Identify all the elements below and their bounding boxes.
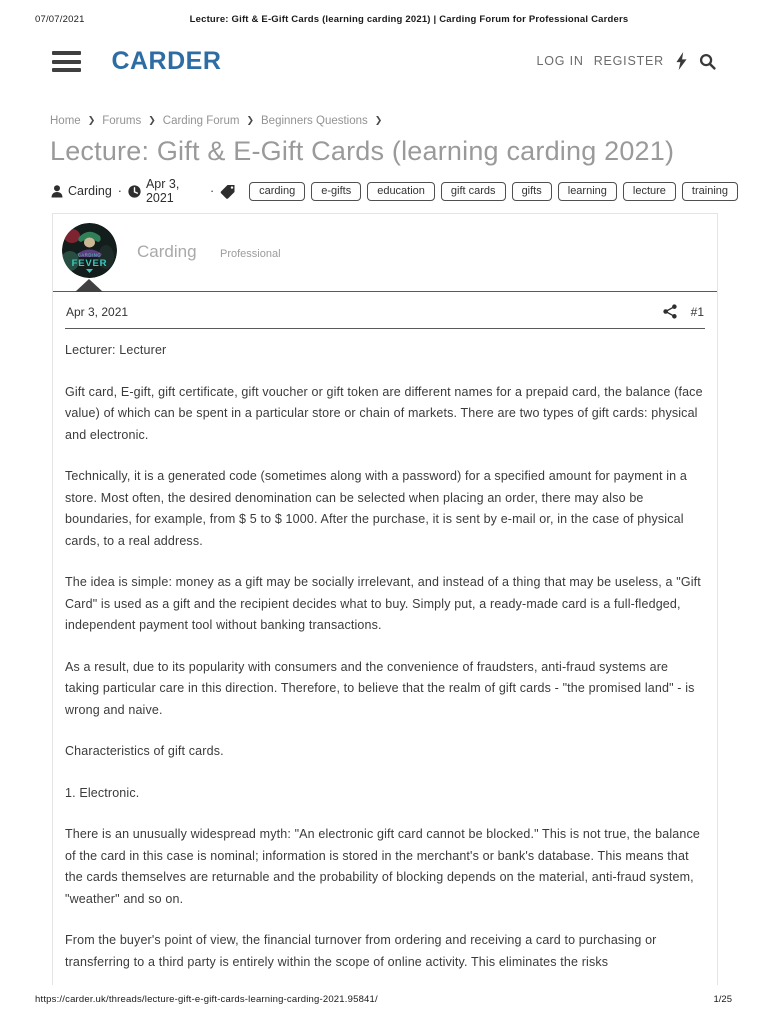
login-link[interactable]: LOG IN	[536, 54, 584, 68]
print-url: https://carder.uk/threads/lecture-gift-e-gift-cards-learning-carding-2021.95841/	[35, 994, 378, 1005]
post-bar	[53, 292, 717, 328]
chevron-right-icon: ❯	[246, 115, 255, 125]
nav-actions	[537, 52, 716, 70]
bolt-icon[interactable]	[674, 52, 689, 70]
tag-pill[interactable]: lecture	[623, 182, 676, 201]
tag-pill[interactable]: training	[682, 182, 738, 201]
breadcrumb-item[interactable]: Forums	[102, 115, 142, 127]
thread-date: Apr 3, 2021	[145, 177, 180, 205]
chevron-right-icon: ❯	[87, 115, 96, 125]
post-header	[53, 214, 717, 291]
thread-meta	[51, 177, 738, 205]
clock-icon	[128, 185, 141, 198]
site-logo[interactable]: CARDER	[111, 46, 222, 75]
tag-list	[249, 182, 738, 201]
tag-pill[interactable]: e-gifts	[311, 182, 361, 201]
post-paragraph: 1. Electronic.	[65, 785, 140, 800]
search-icon[interactable]	[699, 53, 716, 70]
print-footer	[0, 994, 768, 1008]
post-paragraph: Gift card, E-gift, gift certificate, gift voucher or gift token are different names for a prepaid card, the balance (face value) of which can be spent in a particular store or chain of markets. There are two types of gift cards: physical and electronic.	[65, 384, 703, 442]
print-date: 07/07/2021	[35, 14, 85, 25]
tag-pill[interactable]: gift cards	[441, 182, 506, 201]
tag-pill[interactable]: gifts	[512, 182, 552, 201]
user-icon	[51, 185, 63, 198]
post-card	[52, 213, 718, 985]
tag-pill[interactable]: learning	[558, 182, 617, 201]
post-paragraph: Technically, it is a generated code (sometimes along with a password) for a specified amount for payment in a store. Most often, the desired denomination can be selected when placing an order, there may also be boundaries, for example, from $ 5 to $ 1000. After the purchase, it is sent by e-mail or, in the case of physical cards, to a real address.	[65, 469, 687, 548]
post-paragraph: Characteristics of gift cards.	[65, 744, 224, 758]
breadcrumb	[50, 115, 718, 127]
print-page-number: 1/25	[713, 994, 732, 1005]
post-paragraph: As a result, due to its popularity with consumers and the convenience of fraudsters, anti-fraud systems are taking particular care in this direction. Therefore, to believe that the realm of gift cards - "the promised land" - is wrong and naive.	[65, 659, 695, 717]
print-document-title: Lecture: Gift & E-Gift Cards (learning carding 2021) | Carding Forum for Professional Carders	[189, 14, 629, 25]
tag-pill[interactable]: carding	[249, 182, 305, 201]
post-author[interactable]: Carding	[137, 242, 197, 261]
post-author-title: Professional	[220, 248, 281, 260]
register-link[interactable]: REGISTER	[593, 54, 664, 68]
post-paragraph: From the buyer's point of view, the financial turnover from ordering and receiving a card to purchasing or transferring to a third party is entirely within the scope of online activity. This eliminates the risks	[65, 933, 657, 969]
breadcrumb-item[interactable]: Beginners Questions	[261, 115, 368, 127]
post-body	[53, 329, 717, 973]
share-icon[interactable]	[663, 304, 677, 319]
chevron-right-icon: ❯	[148, 115, 156, 125]
tags-icon	[220, 184, 236, 199]
chevron-right-icon: ❯	[374, 115, 383, 125]
breadcrumb-item[interactable]: Carding Forum	[162, 115, 240, 127]
post-paragraph: There is an unusually widespread myth: "An electronic gift card cannot be blocked." This is not true, the balance of the card in this case is nominal; information is stored in the merchant's or bank's database. This means that the cards themselves are returnable and the probability of blocking depends on the material, anti-fraud system, "weather" and so on.	[65, 827, 700, 906]
post-paragraph: Lecturer: Lecturer	[65, 343, 167, 357]
post-paragraph: The idea is simple: money as a gift may be socially irrelevant, and instead of a thing that may be useless, a "Gift Card" is used as a gift and the recipient decides what to buy. Simply put, a ready-made card is a full-fledged, independent payment tool without banking transactions.	[65, 575, 701, 632]
avatar[interactable]	[62, 223, 117, 278]
navbar	[52, 44, 716, 80]
page-title: Lecture: Gift & E-Gift Cards (learning carding 2021)	[50, 136, 675, 166]
breadcrumb-item[interactable]: Home	[50, 115, 81, 127]
meta-separator: ·	[209, 184, 215, 198]
post-date: Apr 3, 2021	[66, 304, 129, 319]
print-header	[0, 14, 768, 28]
post-divider	[53, 291, 717, 292]
avatar-text-small: CARDING	[77, 252, 102, 258]
post-user	[137, 242, 281, 262]
thread-author[interactable]: Carding	[68, 184, 112, 198]
menu-icon[interactable]	[52, 51, 81, 77]
meta-separator: ·	[117, 184, 122, 198]
post-number[interactable]: #1	[690, 304, 704, 319]
avatar-pointer	[75, 279, 103, 292]
tag-pill[interactable]: education	[367, 182, 435, 201]
avatar-text-big: FEVER	[71, 258, 108, 269]
